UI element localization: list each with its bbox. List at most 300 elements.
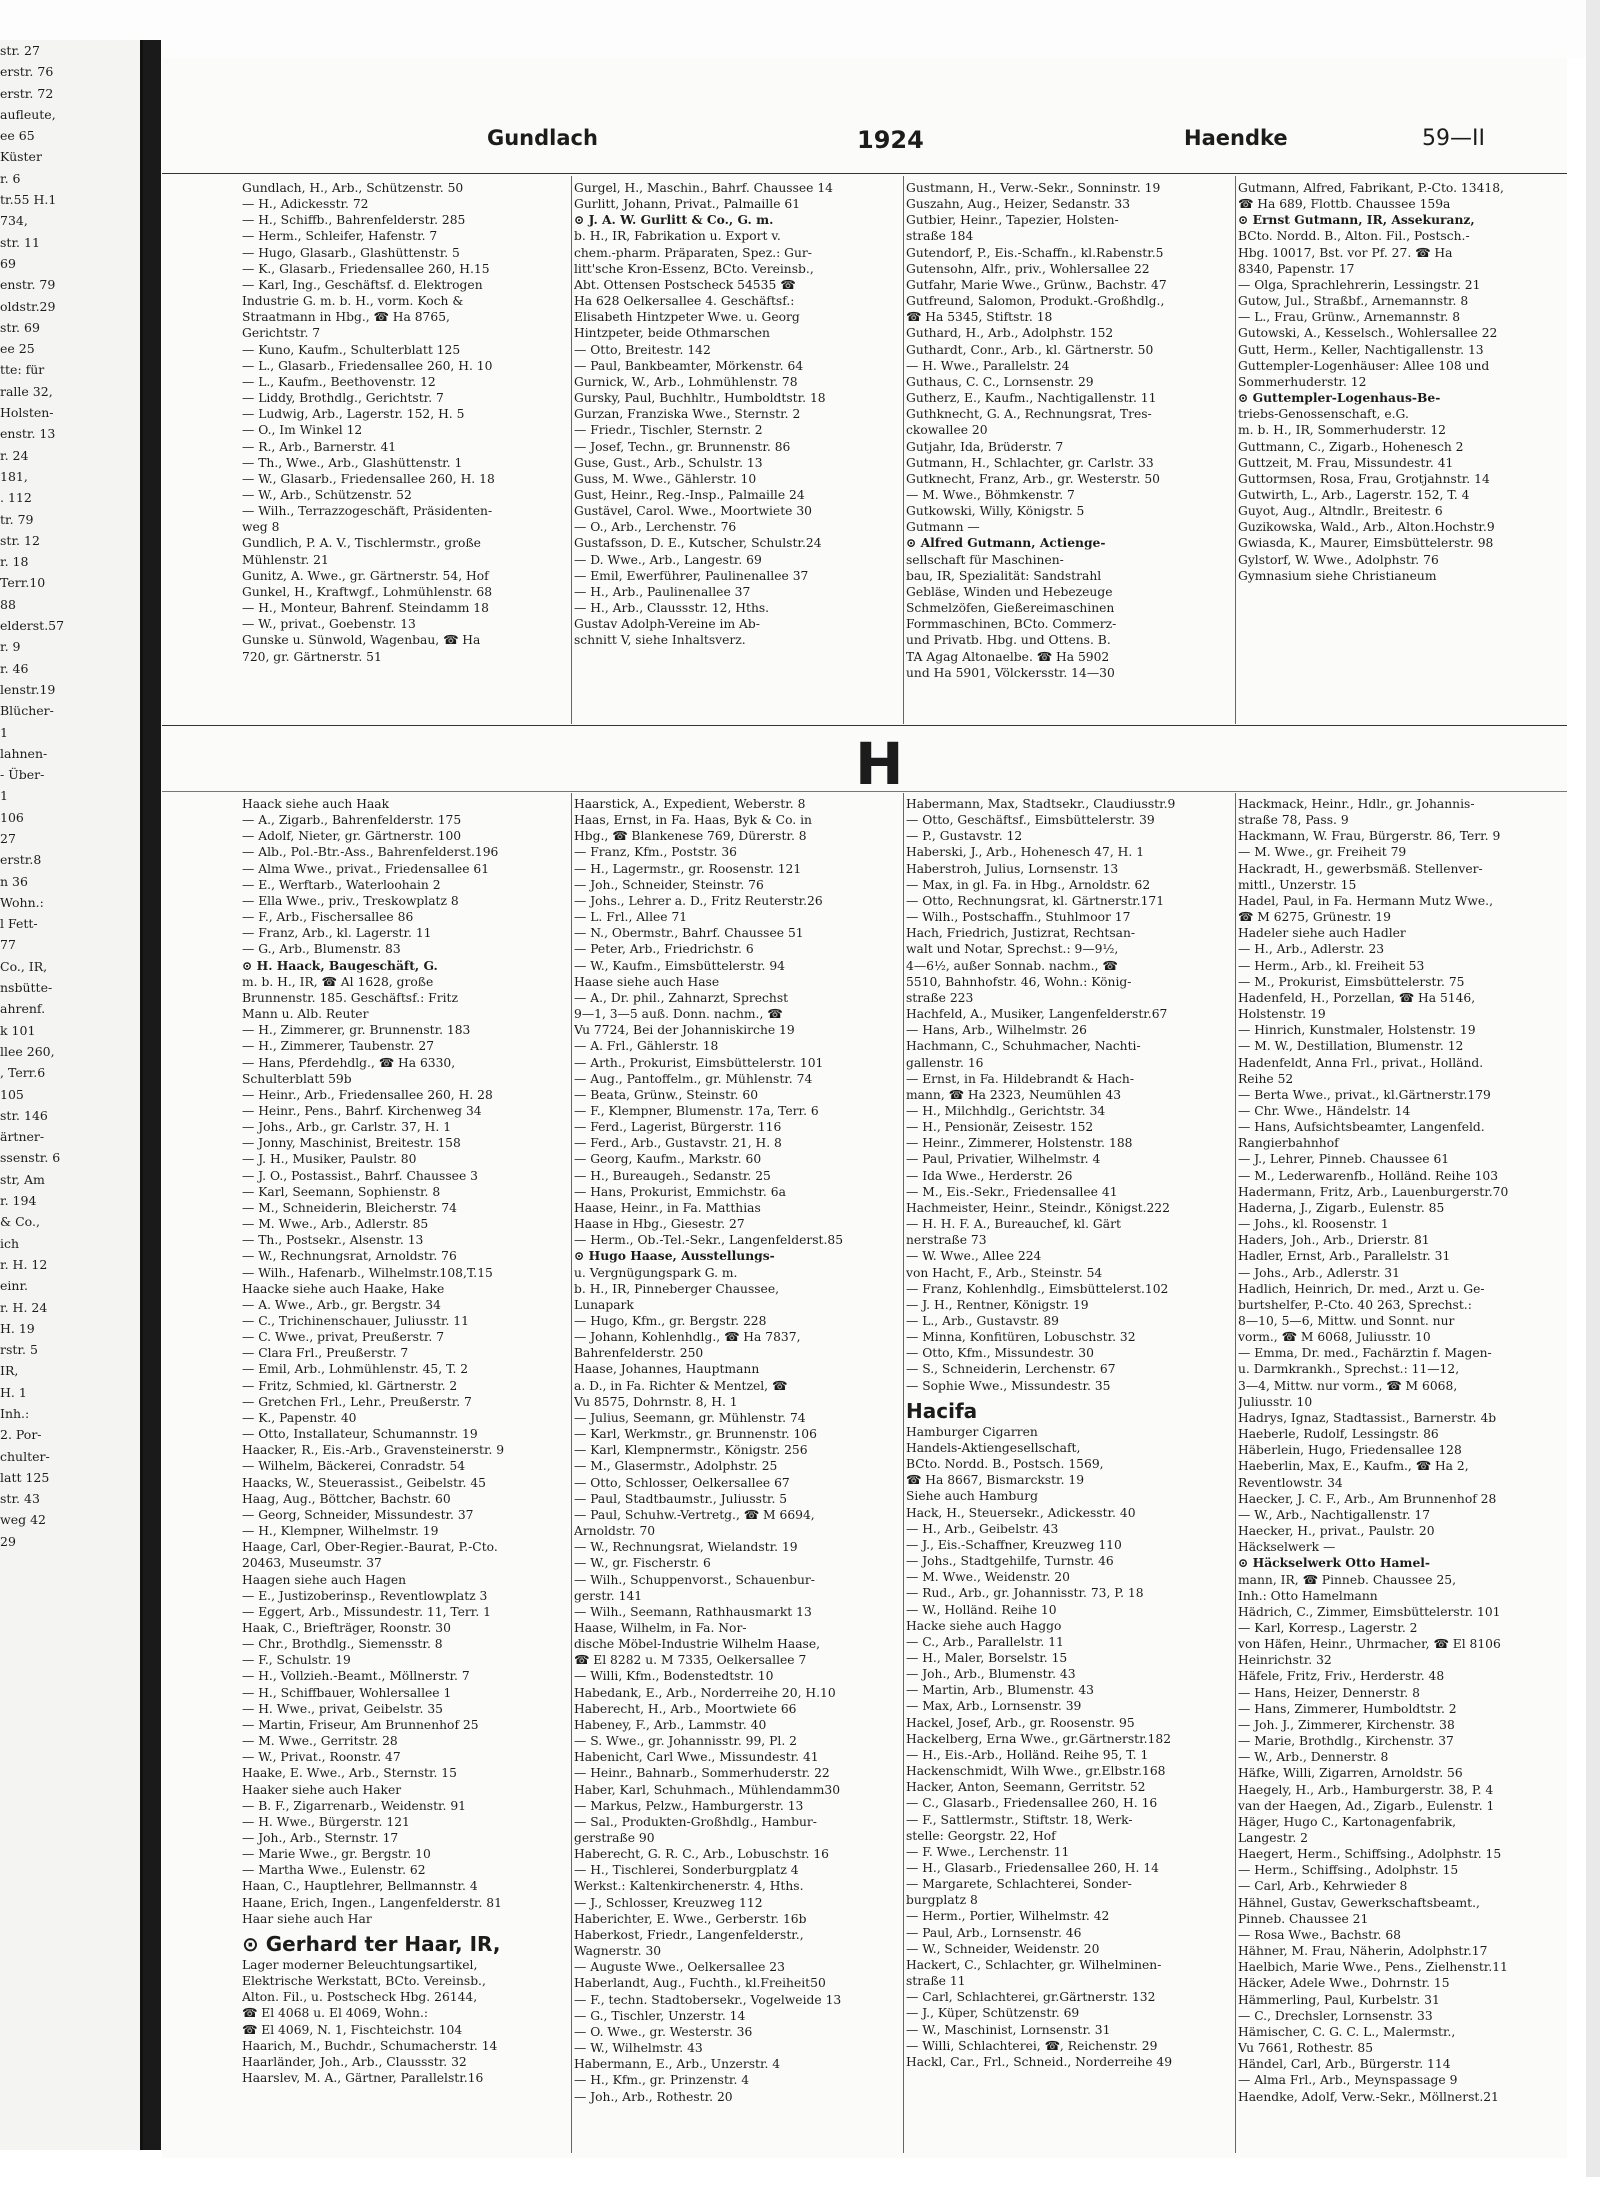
directory-entry: — G., Tischler, Unzerstr. 14 xyxy=(574,2008,746,2023)
column-3-entries xyxy=(906,796,1236,1394)
directory-entry: — L., Glasarb., Friedensallee 260, H. 10 xyxy=(242,358,493,373)
prev-page-line: Blücher- xyxy=(0,703,54,719)
directory-entry: Guttormsen, Rosa, Frau, Grotjahnstr. 14 xyxy=(1238,471,1490,486)
directory-entry: — Aug., Pantoffelm., gr. Mühlenstr. 74 xyxy=(574,1071,813,1086)
directory-entry: walt und Notar, Sprechst.: 9—9½, xyxy=(906,942,1119,957)
directory-entry: — F., Schulstr. 19 xyxy=(242,1653,351,1668)
directory-entry: Gurzan, Franziska Wwe., Sternstr. 2 xyxy=(574,407,801,422)
directory-entry: — W., Arb., Schützenstr. 52 xyxy=(242,487,412,502)
header-rule xyxy=(162,173,1567,174)
prev-page-line: lahnen- xyxy=(0,745,48,761)
prev-page-line: 27 xyxy=(0,830,16,846)
directory-entry: — Josef, Techn., gr. Brunnenstr. 86 xyxy=(574,439,791,454)
directory-entry: ☎ El 8282 u. M 7335, Oelkersallee 7 xyxy=(574,1653,807,1668)
directory-entry: Brunnenstr. 185. Geschäftsf.: Fritz xyxy=(242,990,458,1005)
directory-entry: Gust, Heinr., Reg.-Insp., Palmaille 24 xyxy=(574,487,805,502)
directory-entry: — Heinr., Pens., Bahrf. Kirchenweg 34 xyxy=(242,1103,482,1118)
directory-entry: — C., Trichinenschauer, Juliusstr. 11 xyxy=(242,1314,469,1328)
directory-entry: Alton. Fil., u. Postscheck Hbg. 26144, xyxy=(242,1990,478,2005)
directory-entry: Häckselwerk — xyxy=(1238,1540,1336,1555)
directory-entry: ⊙ H. Haack, Baugeschäft, G. xyxy=(242,957,438,973)
directory-entry: Hackmann, W. Frau, Bürgerstr. 86, Terr. 9 xyxy=(1238,829,1501,844)
directory-entry: — Karl, Ing., Geschäftsf. d. Elektrogen xyxy=(242,277,483,292)
directory-entry: Formmaschinen, BCto. Commerz- xyxy=(906,617,1117,632)
directory-entry: Haak, C., Briefträger, Roonstr. 30 xyxy=(242,1620,451,1635)
directory-entry: — F., Arb., Fischersallee 86 xyxy=(242,910,414,925)
directory-entry: — M., Glasermstr., Adolphstr. 25 xyxy=(574,1459,778,1474)
directory-entry: — Martin, Friseur, Am Brunnenhof 25 xyxy=(242,1717,479,1732)
directory-entry: — C., Drechsler, Lornsenstr. 33 xyxy=(1238,2008,1433,2023)
directory-entry: — W., Privat., Roonstr. 47 xyxy=(242,1750,401,1765)
directory-entry: — H. Wwe., privat, Geibelstr. 35 xyxy=(242,1701,443,1716)
directory-entry: — Ida Wwe., Herderstr. 26 xyxy=(906,1168,1073,1183)
directory-entry: Hadermann, Fritz, Arb., Lauenburgerstr.70 xyxy=(1238,1184,1509,1199)
directory-entry: — Otto, Geschäftsf., Eimsbüttelerstr. 39 xyxy=(906,813,1155,828)
directory-entry: — F., techn. Stadtobersekr., Vogelweide 13 xyxy=(574,1992,842,2007)
directory-entry: Vu 7661, Rothestr. 85 xyxy=(1238,2041,1374,2056)
prev-page-line: & Co., xyxy=(0,1214,40,1230)
directory-entry: — H., Pensionär, Zeisestr. 152 xyxy=(906,1120,1094,1135)
directory-entry: — Otto, Installateur, Schumannstr. 19 xyxy=(242,1427,478,1442)
previous-page-fragment xyxy=(0,40,143,2150)
directory-entry: — Franz, Kohlenhdlg., Eimsbüttelerst.102 xyxy=(906,1281,1169,1296)
directory-entry: — Herm., Arb., kl. Freiheit 53 xyxy=(1238,958,1425,973)
directory-entry: Hackmack, Heinr., Hdlr., gr. Johannis- xyxy=(1238,797,1475,811)
directory-entry: Werkst.: Kaltenkirchenerstr. 4, Hths. xyxy=(574,1879,804,1894)
directory-entry: — Heinr., Bahnarb., Sommerhuderstr. 22 xyxy=(574,1766,830,1781)
directory-entry: — Ludwig, Arb., Lagerstr. 152, H. 5 xyxy=(242,407,465,422)
directory-entry: — A., Dr. phil., Zahnarzt, Sprechst xyxy=(574,990,789,1005)
prev-page-line: r. 18 xyxy=(0,554,29,570)
directory-entry: Gutknecht, Franz, Arb., gr. Westerstr. 50 xyxy=(906,471,1160,486)
directory-entry: Hackelberg, Erna Wwe., gr.Gärtnerstr.182 xyxy=(906,1731,1172,1746)
directory-entry: Hadler, Ernst, Arb., Parallelstr. 31 xyxy=(1238,1249,1451,1264)
directory-entry: ☎ Ha 689, Flottb. Chaussee 159a xyxy=(1238,197,1451,212)
directory-entry: Gutensohn, Alfr., priv., Wohlersallee 22 xyxy=(906,261,1150,276)
directory-entry: — H., Vollzieh.-Beamt., Möllnerstr. 7 xyxy=(242,1669,470,1684)
directory-entry: Haberecht, G. R. C., Arb., Lobuschstr. 16 xyxy=(574,1847,829,1862)
directory-entry: 20463, Museumstr. 37 xyxy=(242,1556,382,1571)
directory-entry: — Hans, Heizer, Dennerstr. 8 xyxy=(1238,1685,1420,1700)
directory-entry: — M. Wwe., gr. Freiheit 79 xyxy=(1238,845,1407,860)
prev-page-line: 29 xyxy=(0,1533,16,1549)
directory-entry: Gunitz, A. Wwe., gr. Gärtnerstr. 54, Hof xyxy=(242,568,489,583)
prev-page-line: Küster xyxy=(0,149,42,165)
header-last-name: Haendke xyxy=(1184,126,1288,150)
directory-entry: ckowallee 20 xyxy=(906,423,988,438)
directory-entry: — O., Arb., Lerchenstr. 76 xyxy=(574,520,737,535)
directory-entry: Habedank, E., Arb., Norderreihe 20, H.10 xyxy=(574,1685,836,1700)
directory-entry: Häfele, Fritz, Friv., Herderstr. 48 xyxy=(1238,1669,1445,1684)
directory-entry: — M., Schneiderin, Bleicherstr. 74 xyxy=(242,1200,457,1215)
directory-entry: Gutmann — xyxy=(906,520,980,535)
directory-entry: — Hans, Zimmerer, Humboldtstr. 2 xyxy=(1238,1701,1457,1716)
directory-entry: Haecker, H., privat., Paulstr. 20 xyxy=(1238,1524,1435,1539)
directory-entry: Hadenfeldt, Anna Frl., privat., Holländ. xyxy=(1238,1055,1484,1070)
prev-page-line: tr.55 H.1 xyxy=(0,192,57,208)
directory-entry: Haacke siehe auch Haake, Hake xyxy=(242,1281,445,1296)
prev-page-line: r. 24 xyxy=(0,447,29,463)
directory-entry: ⊙ Alfred Gutmann, Actienge- xyxy=(906,535,1106,551)
directory-entry: — W., Wilhelmstr. 43 xyxy=(574,2041,703,2056)
prev-page-line: str. 11 xyxy=(0,234,40,250)
directory-entry: a. D., in Fa. Richter & Mentzel, ☎ xyxy=(574,1378,788,1393)
directory-entry: Gutherz, E., Kaufm., Nachtigallenstr. 11 xyxy=(906,391,1157,406)
directory-entry: Hadeler siehe auch Hadler xyxy=(1238,926,1406,941)
directory-entry: — Heinr., Arb., Friedensallee 260, H. 28 xyxy=(242,1087,493,1102)
directory-entry: — B. F., Zigarrenarb., Weidenstr. 91 xyxy=(242,1798,467,1813)
directory-entry: Haarslev, M. A., Gärtner, Parallelstr.16 xyxy=(242,2071,484,2086)
prev-page-line: enstr. 13 xyxy=(0,426,56,442)
directory-entry: weg 8 xyxy=(242,520,280,535)
directory-entry: — Rud., Arb., gr. Johannisstr. 73, P. 18 xyxy=(906,1586,1144,1601)
prev-page-line: H. 19 xyxy=(0,1320,35,1336)
directory-entry: ☎ El 4068 u. El 4069, Wohn.: xyxy=(242,2006,429,2021)
prev-page-line: erstr. 76 xyxy=(0,64,54,80)
directory-entry: — H., Zimmerer, gr. Brunnenstr. 183 xyxy=(242,1023,471,1038)
scan-top-margin xyxy=(0,0,1600,58)
directory-entry: — H., Klempner, Wilhelmstr. 19 xyxy=(242,1524,439,1539)
directory-entry: 720, gr. Gärtnerstr. 51 xyxy=(242,649,382,664)
directory-entry: Haendke, Adolf, Verw.-Sekr., Möllnerst.21 xyxy=(1238,2089,1499,2104)
directory-entry: — J. H., Musiker, Paulstr. 80 xyxy=(242,1152,417,1167)
directory-entry: — P., Gustavstr. 12 xyxy=(906,829,1023,844)
directory-entry: Reventlowstr. 34 xyxy=(1238,1475,1343,1490)
directory-entry: — Johs., Stadtgehilfe, Turnstr. 46 xyxy=(906,1554,1114,1569)
prev-page-line: IR, xyxy=(0,1363,19,1379)
section-rule xyxy=(162,725,1567,726)
directory-entry: Hadlich, Heinrich, Dr. med., Arzt u. Ge- xyxy=(1238,1281,1485,1296)
directory-entry: b. H., IR, Pinneberger Chaussee, xyxy=(574,1281,780,1296)
directory-entry: — Martin, Arb., Blumenstr. 43 xyxy=(906,1683,1094,1698)
directory-entry: — Julius, Seemann, gr. Mühlenstr. 74 xyxy=(574,1410,806,1425)
directory-entry: gallenstr. 16 xyxy=(906,1055,984,1070)
prev-page-line: 69 xyxy=(0,255,16,271)
directory-entry: — Joh., Arb., Rothestr. 20 xyxy=(574,2089,733,2104)
directory-entry: — W., Maschinist, Lornsenstr. 31 xyxy=(906,2022,1111,2037)
directory-entry: straße 184 xyxy=(906,229,974,244)
directory-entry: — Willi, Kfm., Bodenstedtstr. 10 xyxy=(574,1669,774,1684)
directory-entry: ☎ Ha 8667, Bismarckstr. 19 xyxy=(906,1473,1085,1488)
directory-entry: Guthardt, Conr., Arb., kl. Gärtnerstr. 50 xyxy=(906,342,1154,357)
directory-entry: Arnoldstr. 70 xyxy=(574,1524,656,1539)
directory-entry: — H., Kfm., gr. Prinzenstr. 4 xyxy=(574,2073,750,2088)
directory-entry: Gunkel, H., Kraftwgf., Lohmühlenstr. 68 xyxy=(242,584,493,599)
top-column-3 xyxy=(906,180,1236,720)
directory-entry: Häger, Hugo C., Kartonagenfabrik, xyxy=(1238,1814,1457,1829)
directory-entry: und Ha 5901, Völckersstr. 14—30 xyxy=(906,665,1115,680)
prev-page-line: r. 9 xyxy=(0,639,21,655)
directory-entry: burgplatz 8 xyxy=(906,1893,978,1908)
prev-page-line: , Terr.6 xyxy=(0,1065,46,1081)
directory-page xyxy=(162,58,1567,2158)
directory-entry: — Franz, Kfm., Poststr. 36 xyxy=(574,845,737,860)
directory-entry: Gustävel, Carol. Wwe., Moortwiete 30 xyxy=(574,504,812,519)
directory-entry: — W., Glasarb., Friedensallee 260, H. 18 xyxy=(242,471,495,486)
directory-entry: Gutowski, A., Kesselsch., Wohlersallee 22 xyxy=(1238,326,1498,341)
directory-entry: — Emil, Arb., Lohmühlenstr. 45, T. 2 xyxy=(242,1362,469,1377)
directory-entry: — Paul, Bankbeamter, Mörkenstr. 64 xyxy=(574,358,804,373)
directory-entry: Guttempler-Logenhäuser: Allee 108 und xyxy=(1238,358,1490,373)
directory-entry: — F., Sattlermstr., Stiftstr. 18, Werk- xyxy=(906,1812,1133,1827)
prev-page-line: ärtner- xyxy=(0,1129,45,1145)
prev-page-line: elderst.57 xyxy=(0,618,65,634)
directory-entry: triebs-Genossenschaft, e.G. xyxy=(1238,407,1409,422)
directory-entry: Guzikowska, Wald., Arb., Alton.Hochstr.9 xyxy=(1238,520,1495,535)
directory-entry: Guse, Gust., Arb., Schulstr. 13 xyxy=(574,455,763,470)
directory-entry: — H. H. F. A., Bureauchef, kl. Gärt xyxy=(906,1217,1121,1232)
directory-entry: — G., Arb., Blumenstr. 83 xyxy=(242,942,401,957)
directory-entry: — H., Schiffbauer, Wohlersallee 1 xyxy=(242,1685,452,1700)
prev-page-line: 1 xyxy=(0,724,8,740)
directory-entry: — Otto, Rechnungsrat, kl. Gärtnerstr.171 xyxy=(906,893,1165,908)
directory-entry: — Otto, Breitestr. 142 xyxy=(574,342,711,357)
prev-page-line: r. H. 24 xyxy=(0,1299,48,1315)
directory-entry: Habeney, F., Arb., Lammstr. 40 xyxy=(574,1717,767,1732)
directory-entry: — Ferd., Arb., Gustavstr. 21, H. 8 xyxy=(574,1136,782,1151)
directory-entry: Gutkowski, Willy, Königstr. 5 xyxy=(906,504,1085,519)
prev-page-line: Co., IR, xyxy=(0,958,48,974)
directory-entry: — C. Wwe., privat, Preußerstr. 7 xyxy=(242,1330,445,1345)
directory-entry: — Johann, Kohlenhdlg., ☎ Ha 7837, xyxy=(574,1330,801,1345)
directory-entry: — Emil, Ewerführer, Paulinenallee 37 xyxy=(574,568,809,583)
prev-page-line: einr. xyxy=(0,1278,29,1294)
directory-entry: Schulterblatt 59b xyxy=(242,1071,352,1086)
directory-entry: — Th., Wwe., Arb., Glashüttenstr. 1 xyxy=(242,455,463,470)
directory-entry: — W., Arb., Dennerstr. 8 xyxy=(1238,1750,1389,1765)
directory-entry: Gutwirth, L., Arb., Lagerstr. 152, T. 4 xyxy=(1238,487,1470,502)
directory-entry: — H., Bureaugeh., Sedanstr. 25 xyxy=(574,1168,771,1183)
directory-entry: — J. O., Postassist., Bahrf. Chaussee 3 xyxy=(242,1168,478,1183)
directory-entry: chem.-pharm. Präparaten, Spez.: Gur- xyxy=(574,245,812,260)
directory-entry: Straatmann in Hbg., ☎ Ha 8765, xyxy=(242,310,450,325)
directory-entry: Hbg., ☎ Blankenese 769, Dürerstr. 8 xyxy=(574,829,807,844)
directory-entry: Sommerhuderstr. 12 xyxy=(1238,374,1367,389)
directory-entry: Mann u. Alb. Reuter xyxy=(242,1007,369,1022)
prev-page-line: erstr.8 xyxy=(0,852,42,868)
directory-entry: — Alb., Pol.-Btr.-Ass., Bahrenfelderst.196 xyxy=(242,845,499,860)
directory-entry: — Joh. J., Zimmerer, Kirchenstr. 38 xyxy=(1238,1717,1455,1732)
directory-entry: — N., Obermstr., Bahrf. Chaussee 51 xyxy=(574,926,804,941)
directory-entry: Gunske u. Sünwold, Wagenbau, ☎ Ha xyxy=(242,633,481,648)
prev-page-line: str. 43 xyxy=(0,1491,40,1507)
directory-entry: Guthaus, C. C., Lornsenstr. 29 xyxy=(906,374,1094,389)
prev-page-line: ralle 32, xyxy=(0,383,53,399)
directory-entry: — H., Arb., Adlerstr. 23 xyxy=(1238,942,1385,957)
directory-entry: — W. Wwe., Allee 224 xyxy=(906,1249,1042,1264)
directory-entry: Hadel, Paul, in Fa. Hermann Mutz Wwe., xyxy=(1238,893,1494,908)
directory-entry: Gurnick, W., Arb., Lohmühlenstr. 78 xyxy=(574,374,798,389)
directory-entry: — Adolf, Nieter, gr. Gärtnerstr. 100 xyxy=(242,829,462,844)
directory-entry: Haberkost, Friedr., Langenfelderstr., xyxy=(574,1927,804,1942)
directory-entry: — Joh., Schneider, Steinstr. 76 xyxy=(574,877,764,892)
directory-entry: — Willi, Schlachterei, ☎, Reichenstr. 29 xyxy=(906,2038,1158,2053)
directory-entry: mann, IR, ☎ Pinneb. Chaussee 25, xyxy=(1238,1572,1457,1587)
directory-entry: Hadenfeld, H., Porzellan, ☎ Ha 5146, xyxy=(1238,990,1476,1005)
directory-entry: — C., Glasarb., Friedensallee 260, H. 16 xyxy=(906,1796,1158,1811)
directory-entry: Hbg. 10017, Bst. vor Pf. 27. ☎ Ha xyxy=(1238,245,1453,260)
directory-entry: Habenicht, Carl Wwe., Missundestr. 41 xyxy=(574,1750,819,1765)
bottom-column-1 xyxy=(242,796,572,2196)
scan-right-margin xyxy=(1586,0,1600,2177)
prev-page-line: H. 1 xyxy=(0,1384,27,1400)
directory-entry: Gutmann, H., Schlachter, gr. Carlstr. 33 xyxy=(906,455,1154,470)
directory-entry: Gutow, Jul., Straßbf., Arnemannstr. 8 xyxy=(1238,294,1469,309)
directory-entry: Gutendorf, P., Eis.-Schaffn., kl.Rabenstr.5 xyxy=(906,245,1164,260)
directory-entry: ☎ El 4069, N. 1, Fischteichstr. 104 xyxy=(242,2022,463,2037)
directory-entry: — Friedr., Tischler, Sternstr. 2 xyxy=(574,423,763,438)
directory-entry: — Carl, Arb., Kehrwieder 8 xyxy=(1238,1879,1408,1894)
prev-page-line: 1 xyxy=(0,788,8,804)
directory-entry: — Otto, Schlosser, Oelkersallee 67 xyxy=(574,1475,790,1490)
directory-entry: — Paul, Arb., Lornsenstr. 46 xyxy=(906,1925,1082,1940)
prev-page-line: ee 65 xyxy=(0,128,35,144)
prev-page-line: aufleute, xyxy=(0,106,56,122)
prev-page-line: enstr. 79 xyxy=(0,277,56,293)
directory-entry: — W., Rechnungsrat, Arnoldstr. 76 xyxy=(242,1249,457,1264)
directory-entry: Lunapark xyxy=(574,1297,634,1312)
top-column-1 xyxy=(242,180,572,720)
directory-entry: stelle: Georgstr. 22, Hof xyxy=(906,1828,1056,1843)
directory-entry: ☎ M 6275, Grünestr. 19 xyxy=(1238,910,1391,925)
directory-entry: — Johs., Arb., Adlerstr. 31 xyxy=(1238,1265,1400,1280)
bottom-column-4 xyxy=(1238,796,1568,2196)
directory-entry: Hacker, Anton, Seemann, Gerritstr. 52 xyxy=(906,1780,1146,1795)
directory-entry: BCto. Nordd. B., Alton. Fil., Postsch.- xyxy=(1238,229,1470,244)
directory-entry: — Emma, Dr. med., Fachärztin f. Magen- xyxy=(1238,1346,1492,1361)
directory-entry: — Fritz, Schmied, kl. Gärtnerstr. 2 xyxy=(242,1378,458,1393)
directory-entry: — J., Eis.-Schaffner, Kreuzweg 110 xyxy=(906,1537,1122,1552)
directory-entry: — Wilh., Hafenarb., Wilhelmstr.108,T.15 xyxy=(242,1265,493,1280)
prev-page-line: chulter- xyxy=(0,1448,50,1464)
prev-page-line: r. 6 xyxy=(0,170,21,186)
directory-entry: — H., Lagermstr., gr. Roosenstr. 121 xyxy=(574,861,802,876)
header-year: 1924 xyxy=(857,126,924,154)
prev-page-line: tr. 79 xyxy=(0,511,34,527)
directory-entry: — F. Wwe., Lerchenstr. 11 xyxy=(906,1844,1070,1859)
directory-entry: von Hacht, F., Arb., Steinstr. 54 xyxy=(906,1265,1103,1280)
directory-entry: — Carl, Schlachterei, gr.Gärtnerstr. 132 xyxy=(906,1990,1156,2005)
directory-entry: — Joh., Arb., Sternstr. 17 xyxy=(242,1831,399,1845)
directory-entry: — H., Arb., Paulinenallee 37 xyxy=(574,584,751,599)
directory-entry: Guyot, Aug., Altndlr., Breitestr. 6 xyxy=(1238,504,1443,519)
directory-entry: Lager moderner Beleuchtungsartikel, xyxy=(242,1957,478,1972)
directory-entry: — Beata, Grünw., Steinstr. 60 xyxy=(574,1087,759,1102)
directory-entry: — W., Holländ. Reihe 10 xyxy=(906,1602,1057,1617)
directory-entry: vorm., ☎ M 6068, Juliusstr. 10 xyxy=(1238,1330,1431,1345)
directory-entry: — M. Wwe., Böhmkenstr. 7 xyxy=(906,487,1075,502)
prev-page-line: 77 xyxy=(0,937,16,953)
directory-entry: TA Agag Altonaelbe. ☎ Ha 5902 xyxy=(906,649,1110,664)
directory-entry: 8340, Papenstr. 17 xyxy=(1238,261,1355,276)
directory-entry: Gustafsson, D. E., Kutscher, Schulstr.24 xyxy=(574,536,822,551)
directory-entry: — Hans, Pferdehdlg., ☎ Ha 6330, xyxy=(242,1055,456,1070)
directory-entry: — W., Rechnungsrat, Wielandstr. 19 xyxy=(574,1540,798,1555)
prev-page-line: ee 25 xyxy=(0,341,35,357)
directory-entry: Haelbich, Marie Wwe., Pens., Zielhenstr.11 xyxy=(1238,1960,1508,1975)
directory-entry: Haan, C., Hauptlehrer, Bellmannstr. 4 xyxy=(242,1879,478,1894)
header-first-name: Gundlach xyxy=(487,126,598,150)
directory-entry: ⊙ Ernst Gutmann, IR, Assekuranz, xyxy=(1238,212,1475,228)
directory-entry: Guszahn, Aug., Heizer, Sedanstr. 33 xyxy=(906,197,1131,212)
directory-entry: Gurlitt, Johann, Privat., Palmaille 61 xyxy=(574,197,801,212)
column-3-entries-after xyxy=(906,1424,1236,2070)
directory-entry: — Minna, Konfitüren, Lobuschstr. 32 xyxy=(906,1330,1136,1345)
directory-entry: Gustmann, H., Verw.-Sekr., Sonninstr. 19 xyxy=(906,181,1161,195)
column-1-entries-after xyxy=(242,1957,572,2086)
directory-entry: b. H., IR, Fabrikation u. Export v. xyxy=(574,229,781,244)
directory-entry: BCto. Nordd. B., Postsch. 1569, xyxy=(906,1457,1104,1472)
page-header xyxy=(162,120,1567,160)
directory-entry: Hamburger Cigarren xyxy=(906,1424,1038,1439)
directory-entry: gerstraße 90 xyxy=(574,1831,655,1845)
bottom-column-2 xyxy=(574,796,904,2196)
prev-page-line: Inh.: xyxy=(0,1406,30,1421)
directory-entry: Haeberle, Rudolf, Lessingstr. 86 xyxy=(1238,1427,1439,1442)
prev-page-line: k 101 xyxy=(0,1022,36,1038)
directory-entry: Gutjahr, Ida, Brüderstr. 7 xyxy=(906,439,1064,454)
directory-entry: — Kuno, Kaufm., Schulterblatt 125 xyxy=(242,342,461,357)
directory-entry: Haeberlin, Max, E., Kaufm., ☎ Ha 2, xyxy=(1238,1459,1469,1474)
directory-entry: — H., Arb., Geibelstr. 43 xyxy=(906,1521,1059,1536)
directory-entry: — H., Schiffb., Bahrenfelderstr. 285 xyxy=(242,213,466,228)
prev-page-line: latt 125 xyxy=(0,1469,50,1485)
directory-entry: Gwiasda, K., Maurer, Eimsbüttelerstr. 98 xyxy=(1238,536,1494,551)
directory-entry: Guttzeit, M. Frau, Missundestr. 41 xyxy=(1238,455,1454,470)
directory-entry: von Häfen, Heinr., Uhrmacher, ☎ El 8106 xyxy=(1238,1637,1501,1652)
directory-entry: Vu 7724, Bei der Johanniskirche 19 xyxy=(574,1023,795,1038)
directory-entry: — H., Eis.-Arb., Holländ. Reihe 95, T. 1 xyxy=(906,1747,1149,1762)
directory-entry: Hähner, M. Frau, Näherin, Adolphstr.17 xyxy=(1238,1944,1488,1959)
directory-entry: — W., privat., Goebenstr. 13 xyxy=(242,617,416,632)
directory-entry: Haegely, H., Arb., Hamburgerstr. 38, P. 4 xyxy=(1238,1782,1494,1797)
directory-entry: — Hugo, Glasarb., Glashüttenstr. 5 xyxy=(242,245,460,260)
directory-entry: Haacker, R., Eis.-Arb., Gravensteinerstr. 9 xyxy=(242,1443,505,1458)
directory-entry: — Hugo, Kfm., gr. Bergstr. 228 xyxy=(574,1314,767,1328)
directory-entry: Hähnel, Gustav, Gewerkschaftsbeamt., xyxy=(1238,1895,1480,1910)
directory-entry: — Karl, Korresp., Lagerstr. 2 xyxy=(1238,1620,1418,1635)
directory-entry: Haack siehe auch Haak xyxy=(242,797,390,811)
directory-entry: Gundlach, H., Arb., Schützenstr. 50 xyxy=(242,181,464,195)
directory-entry: Inh.: Otto Hamelmann xyxy=(1238,1588,1378,1603)
directory-entry: — H., Milchhdlg., Gerichtstr. 34 xyxy=(906,1103,1106,1118)
prev-page-line: oldstr.29 xyxy=(0,298,56,314)
directory-entry: Vu 8575, Dohrnstr. 8, H. 1 xyxy=(574,1394,738,1409)
prev-page-line: r. 46 xyxy=(0,660,29,676)
directory-entry: Hachmeister, Heinr., Steindr., Königst.222 xyxy=(906,1200,1170,1215)
directory-entry: — Rosa Wwe., Bachstr. 68 xyxy=(1238,1927,1402,1942)
directory-entry: Guttmann, C., Zigarb., Hohenesch 2 xyxy=(1238,439,1464,454)
directory-entry: — Karl, Werkmstr., gr. Brunnenstr. 106 xyxy=(574,1427,817,1442)
directory-entry: Haberichter, E. Wwe., Gerberstr. 16b xyxy=(574,1911,807,1926)
bottom-column-3 xyxy=(906,796,1236,2196)
directory-entry: Hackert, C., Schlachter, gr. Wilhelminen- xyxy=(906,1957,1162,1972)
prev-page-line: str. 12 xyxy=(0,532,40,548)
directory-entry: Hachfeld, A., Musiker, Langenfelderstr.67 xyxy=(906,1007,1168,1022)
directory-entry: Reihe 52 xyxy=(1238,1071,1294,1086)
directory-entry: Haarich, M., Buchdr., Schumacherstr. 14 xyxy=(242,2038,498,2053)
directory-entry: — Clara Frl., Preußerstr. 7 xyxy=(242,1346,409,1361)
directory-entry: — S. Wwe., gr. Johannisstr. 99, Pl. 2 xyxy=(574,1734,797,1749)
directory-entry: Elisabeth Hintzpeter Wwe. u. Georg xyxy=(574,310,800,325)
directory-entry: — Herm., Schiffsing., Adolphstr. 15 xyxy=(1238,1863,1459,1878)
directory-entry: m. b. H., IR, ☎ Al 1628, große xyxy=(242,974,434,989)
directory-entry: Gebläse, Winden und Hebezeuge xyxy=(906,584,1113,599)
directory-entry: — M. W., Destillation, Blumenstr. 12 xyxy=(1238,1039,1464,1054)
directory-entry: — Berta Wwe., privat., kl.Gärtnerstr.179 xyxy=(1238,1087,1491,1102)
directory-entry: 3—4, Mittw. nur vorm., ☎ M 6068, xyxy=(1238,1378,1458,1393)
directory-entry: Hachmann, C., Schuhmacher, Nachti- xyxy=(906,1039,1141,1054)
